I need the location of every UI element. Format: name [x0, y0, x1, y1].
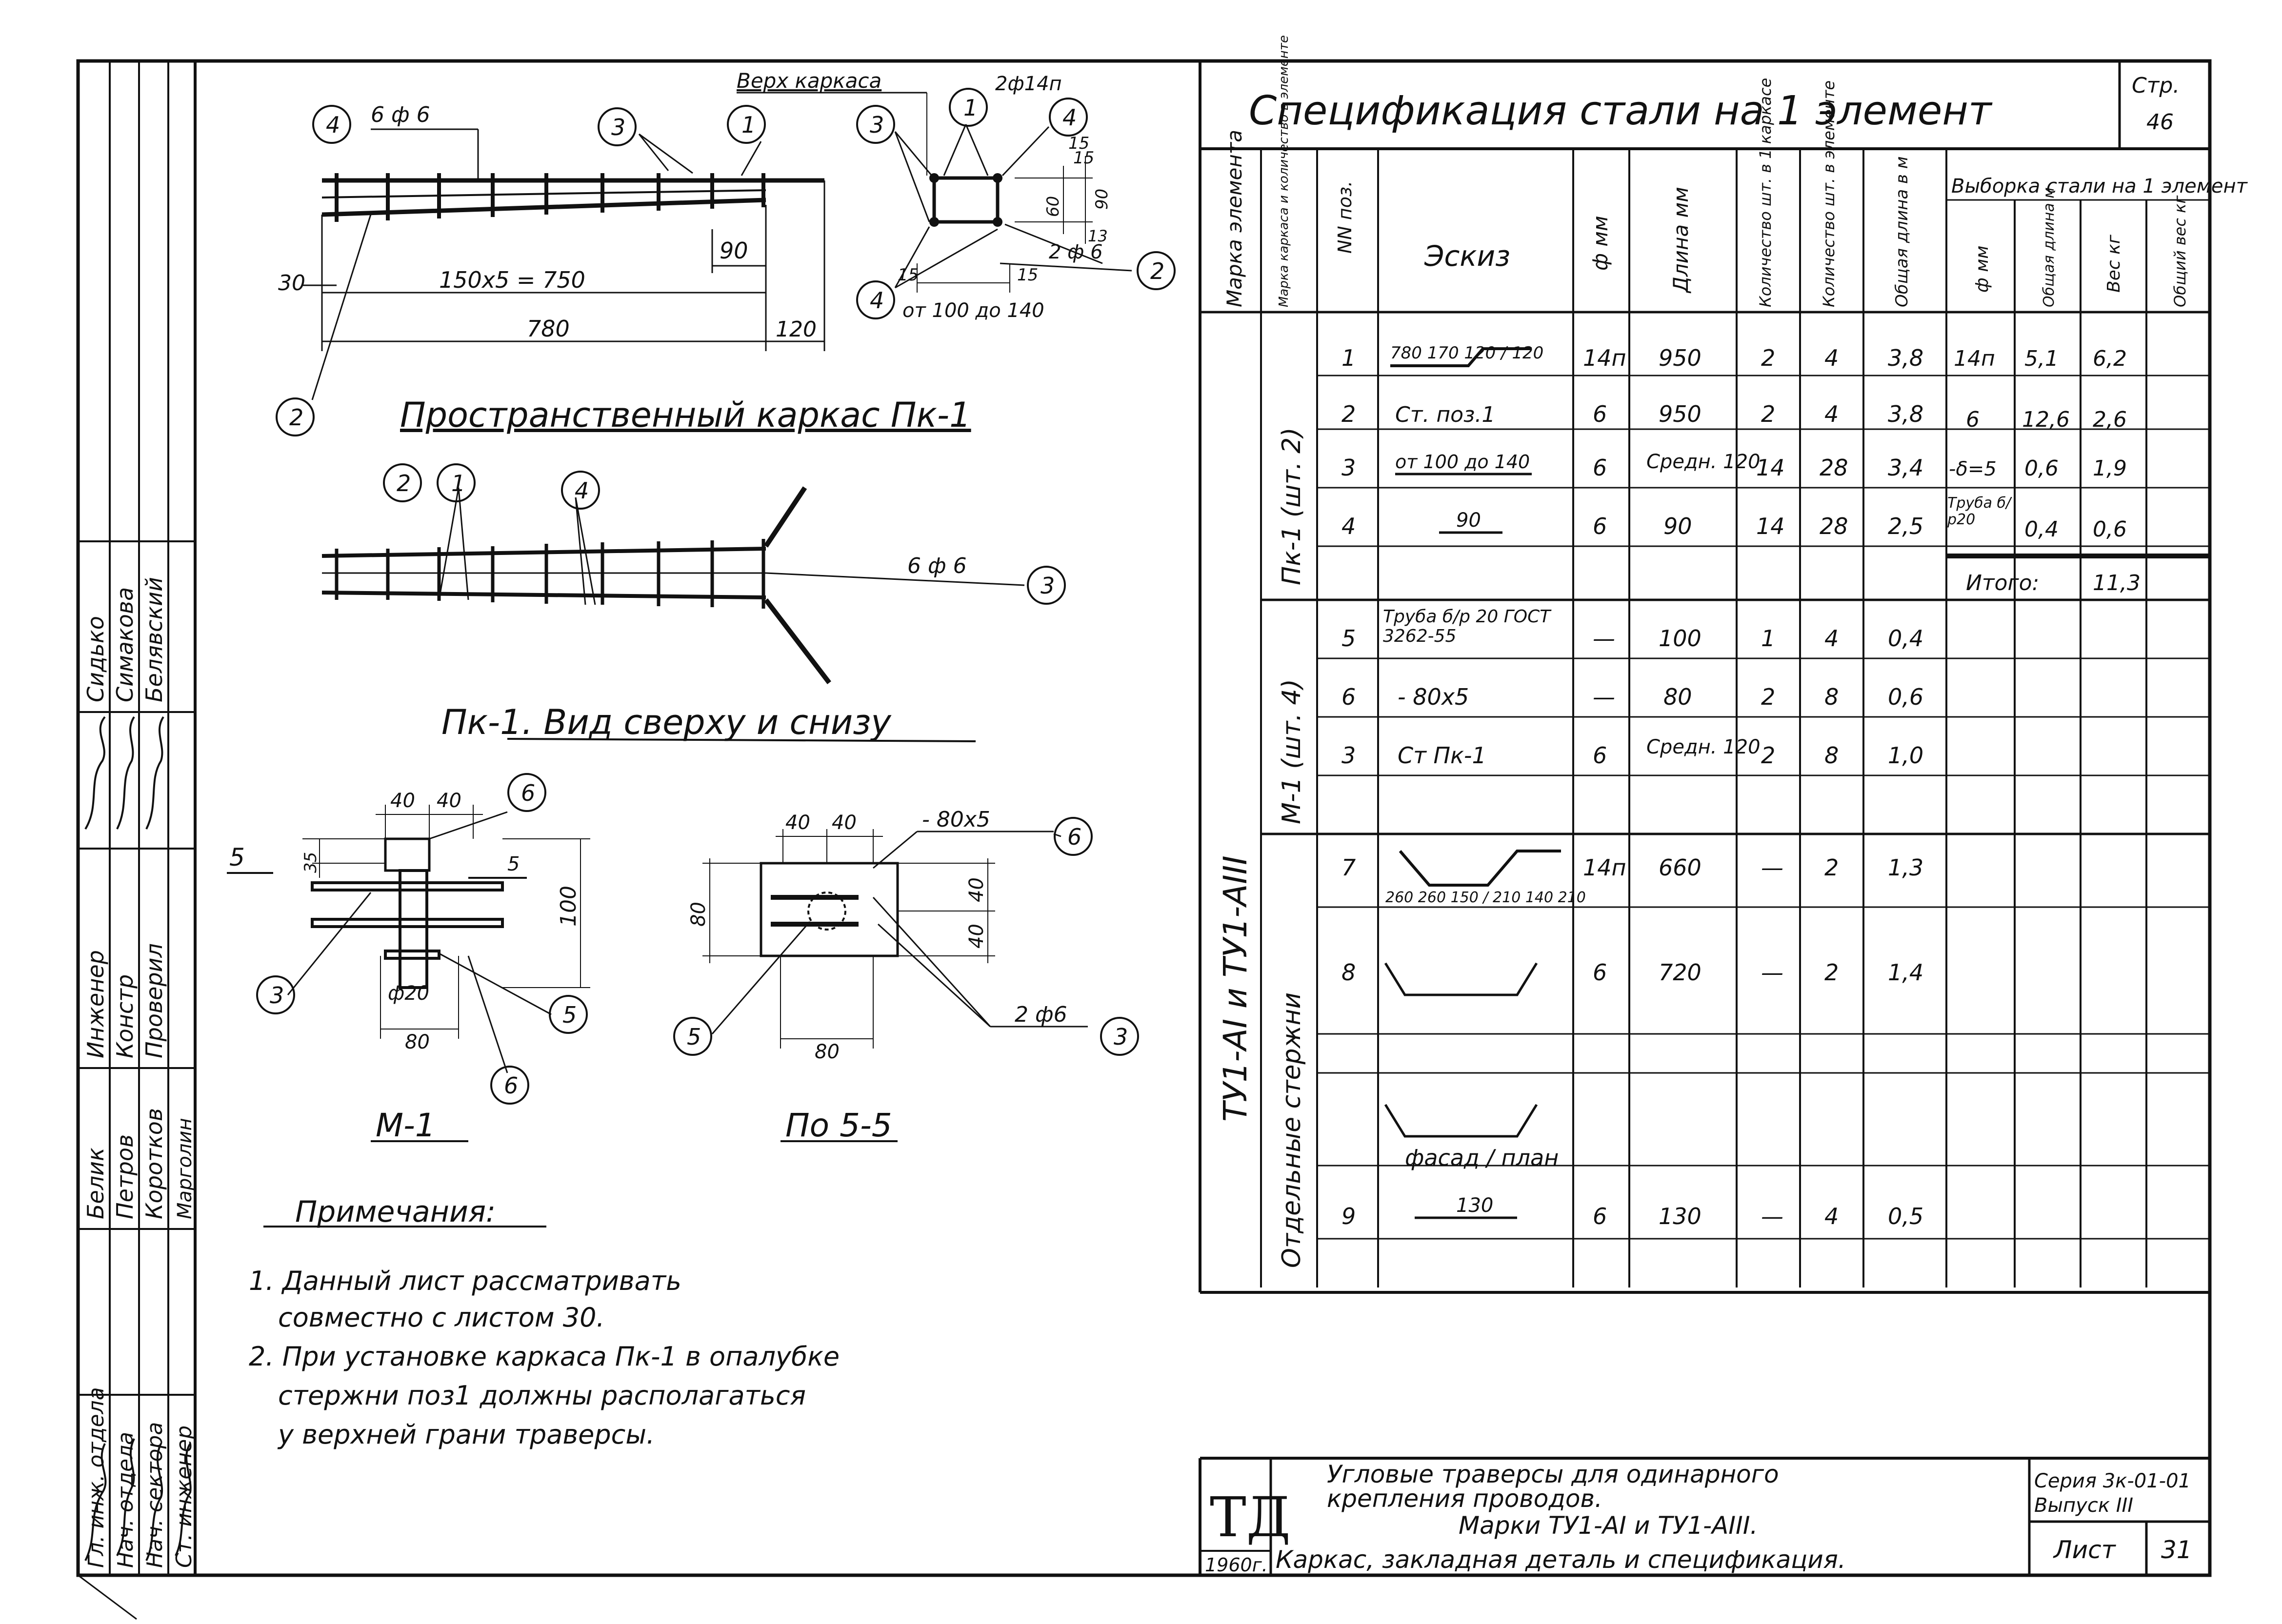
row1-qty-elem: 4: [1824, 345, 1839, 371]
row7-total-length: 1,0: [1888, 742, 1924, 769]
row7-length: Средн. 120: [1646, 736, 1761, 758]
callout-1-a: 1: [741, 112, 756, 138]
table-row: [1341, 509, 1923, 539]
callout-3-e: 3: [1114, 1024, 1128, 1050]
spec-table: [1200, 35, 2248, 1287]
callout-3-a: 3: [611, 114, 626, 140]
signature-strip: [78, 61, 197, 1619]
sel1-diam: 14п: [1954, 346, 1995, 371]
name-belik: Белик: [82, 1148, 109, 1219]
hdr-sel-length: Общая длина м: [2041, 187, 2058, 307]
sec-bar-label: 2 ф6: [1015, 1002, 1067, 1027]
sec-dim-40a: 40: [785, 812, 810, 834]
row3-qty-frame: 14: [1756, 455, 1785, 481]
callout-2-c: 2: [397, 470, 411, 496]
hdr-pos: NN поз.: [1334, 180, 1356, 254]
row9-length: 720: [1659, 959, 1701, 986]
callout-4-c: 4: [870, 287, 884, 314]
title-section: По 5-5: [785, 1107, 892, 1144]
row6-diam: —: [1593, 684, 1615, 710]
note-line-2: совместно с листом 30.: [278, 1302, 605, 1333]
m1-dim-100: 100: [556, 886, 581, 927]
hdr-marka: Марка элемента: [1222, 129, 1246, 307]
row9-total-length: 1,4: [1888, 959, 1924, 986]
table-row: [1341, 343, 1923, 371]
row5-qty-frame: 1: [1761, 625, 1776, 652]
row8-length: 660: [1659, 854, 1701, 881]
label-range: от 100 до 140: [902, 299, 1044, 322]
name-belyavsky: Белявский: [141, 577, 167, 702]
logo-td: ТД: [1210, 1486, 1291, 1549]
row2-qty-elem: 4: [1824, 401, 1839, 427]
name-simakova: Симакова: [112, 587, 138, 702]
signature-6: [117, 717, 134, 829]
table-row: [1341, 959, 1923, 1171]
sec-plate-label: - 80х5: [922, 807, 990, 832]
spec-page-number: 46: [2146, 110, 2174, 135]
dim-150x5: 150х5 = 750: [439, 267, 585, 293]
row7-qty-frame: 2: [1761, 742, 1776, 769]
group-pk1: Пк-1 (шт. 2): [1277, 427, 1306, 585]
label-frame-top-bar: 2ф14п: [995, 73, 1062, 95]
total-value: 11,3: [2093, 571, 2141, 595]
row10-qty-elem: 4: [1824, 1203, 1839, 1229]
sel4-diam: Труба б/р20: [1947, 495, 2011, 528]
note-line-1: 1. Данный лист рассматривать: [249, 1266, 681, 1296]
hdr-sel-weight: Вес кг: [2104, 235, 2124, 293]
row6-total-length: 0,6: [1888, 684, 1924, 710]
hdr-sel-total: Общий вес кг: [2171, 195, 2189, 307]
callout-4-a: 4: [326, 112, 340, 138]
label-frame-top: Верх каркаса: [737, 69, 882, 93]
row2-qty-frame: 2: [1761, 401, 1776, 427]
role-head-dept: Нач. отдела: [113, 1431, 138, 1568]
row1-qty-frame: 2: [1761, 345, 1776, 371]
title-topview: Пк-1. Вид сверху и снизу: [441, 702, 891, 742]
sec-dim-80-vertical: 80: [687, 902, 710, 927]
issue-label: Выпуск III: [2034, 1494, 2134, 1517]
dim-15-top: 15: [1073, 148, 1095, 168]
row7-diam: 6: [1593, 742, 1607, 769]
row3-length: Средн. 120: [1646, 451, 1761, 473]
dim-30: 30: [278, 271, 305, 296]
hdr-diam: ф мм: [1588, 216, 1612, 271]
sel3-weight: 1,9: [2093, 456, 2127, 481]
row3-pos: 3: [1341, 455, 1356, 481]
sel3-length: 0,6: [2024, 456, 2059, 481]
row6-qty-elem: 8: [1824, 684, 1839, 710]
callout-2-a: 2: [1150, 258, 1165, 284]
series-label: Серия 3к-01-01: [2034, 1470, 2191, 1492]
row10-sketch: 130: [1456, 1194, 1494, 1217]
row8-total-length: 1,3: [1888, 854, 1924, 881]
row6-pos: 6: [1341, 684, 1356, 710]
hdr-total-length: Общая длина в м: [1892, 156, 1912, 307]
sel2-weight: 2,6: [2093, 407, 2127, 432]
row7-pos: 3: [1341, 742, 1356, 769]
dim-15-top2: 15: [1068, 134, 1090, 153]
sec-dim-80: 80: [815, 1041, 840, 1063]
dim-60: 60: [1043, 196, 1063, 217]
sel4-weight: 0,6: [2093, 517, 2127, 542]
m1-section-mark: 5: [229, 843, 245, 871]
row9-qty-elem: 2: [1824, 959, 1839, 986]
row8-qty-frame: —: [1761, 854, 1783, 881]
note-line-4: стержни поз1 должны располагаться: [278, 1380, 806, 1411]
group-m1: М-1 (шт. 4): [1277, 679, 1306, 824]
row5-diam: —: [1593, 625, 1615, 652]
group-separate-bars: Отдельные стержни: [1277, 992, 1306, 1268]
row10-length: 130: [1659, 1203, 1701, 1229]
note-line-3: 2. При установке каркаса Пк-1 в опалубке: [249, 1341, 840, 1372]
callout-3-b: 3: [870, 112, 884, 138]
dim-15-left: 15: [898, 265, 919, 285]
row4-diam: 6: [1593, 513, 1607, 539]
row2-total-length: 3,8: [1888, 401, 1924, 427]
row4-total-length: 2,5: [1888, 513, 1924, 539]
hdr-sketch: Эскиз: [1424, 239, 1510, 273]
name-petrov: Петров: [112, 1134, 138, 1219]
dim-90: 90: [720, 238, 748, 264]
title-year: 1960г.: [1205, 1554, 1268, 1576]
row10-qty-frame: —: [1761, 1203, 1783, 1229]
row10-pos: 9: [1341, 1203, 1356, 1229]
title-line-3: Марки ТУ1-АI и ТУ1-АIII.: [1459, 1511, 1758, 1540]
row8-pos: 7: [1341, 854, 1356, 881]
label-top-bars: 6 ф 6: [371, 102, 430, 127]
role-checker: Проверил: [141, 943, 167, 1058]
sel3-diam: -δ=5: [1949, 458, 1997, 480]
table-row: [1341, 851, 1923, 906]
name-sidko: Сидько: [82, 616, 109, 702]
row2-sketch: Ст. поз.1: [1395, 402, 1496, 427]
row9-qty-frame: —: [1761, 959, 1783, 986]
row3-diam: 6: [1593, 455, 1607, 481]
row9-pos: 8: [1341, 959, 1356, 986]
sec-dim-40b: 40: [832, 812, 857, 834]
label-section-bar: 2 ф 6: [1049, 241, 1103, 263]
signature-5: [85, 717, 105, 829]
row5-length: 100: [1659, 625, 1701, 652]
row6-length: 80: [1663, 684, 1692, 710]
table-row: [1341, 607, 1923, 656]
role-chief-engineer: Гл. инж. отдела: [84, 1387, 109, 1568]
m1-dim-40a: 40: [390, 790, 415, 812]
dim-13: 13: [1088, 227, 1108, 245]
row1-pos: 1: [1341, 345, 1356, 371]
spec-title: Спецификация стали на 1 элемент: [1249, 88, 1992, 134]
callout-5-b: 5: [687, 1024, 701, 1050]
callout-2-b: 2: [289, 404, 304, 431]
hdr-qty-frame: Количество шт. в 1 каркасе: [1756, 78, 1775, 307]
row4-sketch: 90: [1456, 509, 1481, 532]
row10-diam: 6: [1593, 1203, 1607, 1229]
hdr-sel-diam: ф мм: [1972, 245, 1992, 293]
row10-total-length: 0,5: [1888, 1203, 1924, 1229]
row8-diam: 14п: [1583, 854, 1626, 881]
row4-qty-frame: 14: [1756, 513, 1785, 539]
row3-total-length: 3,4: [1888, 455, 1924, 481]
sel1-length: 5,1: [2024, 346, 2059, 371]
role-head-sector: Нач. сектора: [142, 1422, 167, 1568]
table-row: [1341, 736, 1923, 769]
row6-sketch: - 80х5: [1398, 684, 1469, 710]
frame-top-view: [322, 488, 1024, 742]
spec-page-label: Стр.: [2132, 73, 2180, 98]
hdr-marka-karkas: Марка каркаса и количество в элементе: [1277, 35, 1291, 307]
row7-sketch: Ст Пк-1: [1398, 742, 1486, 769]
dim-120: 120: [776, 317, 817, 342]
row1-total-length: 3,8: [1888, 345, 1924, 371]
hdr-qty-elem: Количество шт. в элементе: [1820, 80, 1838, 307]
row9-sketch: фасад / план: [1405, 1145, 1559, 1171]
callout-3-d: 3: [270, 982, 284, 1009]
title-block: [1200, 1458, 2210, 1576]
role-engineer: Инженер: [82, 950, 109, 1058]
callout-4-b: 4: [1062, 104, 1077, 131]
row4-length: 90: [1663, 513, 1692, 539]
row1-length: 950: [1659, 345, 1701, 371]
section-5-5: [687, 807, 1088, 1144]
notes: [249, 1195, 840, 1450]
row5-qty-elem: 4: [1824, 625, 1839, 652]
sec-dim-40c: 40: [965, 877, 988, 902]
callout-6-b: 6: [504, 1072, 519, 1099]
row5-sketch: Труба б/р 20 ГОСТ 3262-55: [1383, 607, 1551, 646]
callout-6-a: 6: [521, 780, 536, 806]
callout-5-a: 5: [562, 1002, 577, 1028]
note-line-5: у верхней грани траверсы.: [278, 1419, 655, 1450]
sheet-label: Лист: [2054, 1536, 2116, 1564]
title-m1: М-1: [376, 1107, 436, 1144]
row5-total-length: 0,4: [1888, 625, 1924, 652]
sel1-weight: 6,2: [2093, 346, 2127, 371]
title-line-2: крепления проводов.: [1327, 1485, 1602, 1513]
row1-sketch: 780 170 120 / 120: [1390, 343, 1544, 363]
row4-qty-elem: 28: [1820, 513, 1848, 539]
table-row: [1341, 401, 1923, 427]
title-frame: Пространственный каркас Пк-1: [400, 395, 971, 435]
row7-qty-elem: 8: [1824, 742, 1839, 769]
element-mark: ТУ1-АI и ТУ1-АIII: [1217, 855, 1254, 1122]
label-topview-bars: 6 ф 6: [907, 554, 967, 578]
m1-view: [227, 790, 590, 1144]
sel2-diam: 6: [1966, 407, 1980, 432]
sel4-length: 0,4: [2024, 517, 2059, 542]
m1-dim-35: 35: [301, 852, 320, 873]
row3-qty-elem: 28: [1820, 455, 1848, 481]
dim-780: 780: [527, 316, 570, 342]
notes-title: Примечания:: [295, 1195, 496, 1229]
m1-dim-80: 80: [405, 1031, 430, 1053]
row5-pos: 5: [1341, 625, 1356, 652]
dim-90-section: 90: [1092, 188, 1112, 210]
sec-dim-40d: 40: [965, 924, 988, 949]
table-row: [1341, 1194, 1923, 1229]
hdr-length: Длина мм: [1669, 187, 1693, 293]
row4-pos: 4: [1341, 513, 1356, 539]
row1-diam: 14п: [1583, 345, 1626, 371]
m1-dim-f20: ф20: [388, 982, 430, 1005]
callout-1-b: 1: [963, 95, 978, 121]
row8-qty-elem: 2: [1824, 854, 1839, 881]
row2-length: 950: [1659, 401, 1701, 427]
row8-sketch: 260 260 150 / 210 140 210: [1385, 889, 1586, 906]
sheet-number: 31: [2161, 1536, 2192, 1564]
name-korotkov: Коротков: [141, 1108, 167, 1219]
signature-7: [146, 717, 163, 829]
hdr-selection: Выборка стали на 1 элемент: [1951, 175, 2247, 198]
frame-side-view: [278, 102, 971, 435]
role-senior-engineer: Ст. инженер: [172, 1425, 197, 1568]
row9-diam: 6: [1593, 959, 1607, 986]
title-line-1: Угловые траверсы для одинарного: [1327, 1460, 1779, 1488]
m1-dim-40b: 40: [437, 790, 461, 812]
row2-pos: 2: [1341, 401, 1356, 427]
table-row: [1341, 451, 1923, 481]
callout-1-c: 1: [451, 470, 466, 496]
total-label: Итого:: [1966, 571, 2040, 595]
title-line-4: Каркас, закладная деталь и спецификация.: [1276, 1545, 1846, 1574]
callout-3-c: 3: [1041, 573, 1055, 599]
row6-qty-frame: 2: [1761, 684, 1776, 710]
callout-6-c: 6: [1067, 824, 1082, 850]
m1-dim-5: 5: [507, 853, 520, 875]
table-row: [1341, 684, 1923, 710]
sel2-length: 12,6: [2022, 407, 2070, 432]
name-margolin: Марголин: [174, 1118, 196, 1219]
role-designer: Констр: [112, 974, 138, 1058]
row2-diam: 6: [1593, 401, 1607, 427]
dim-15-right: 15: [1017, 265, 1039, 285]
callout-4-d: 4: [575, 477, 589, 504]
row3-sketch: от 100 до 140: [1395, 451, 1530, 473]
